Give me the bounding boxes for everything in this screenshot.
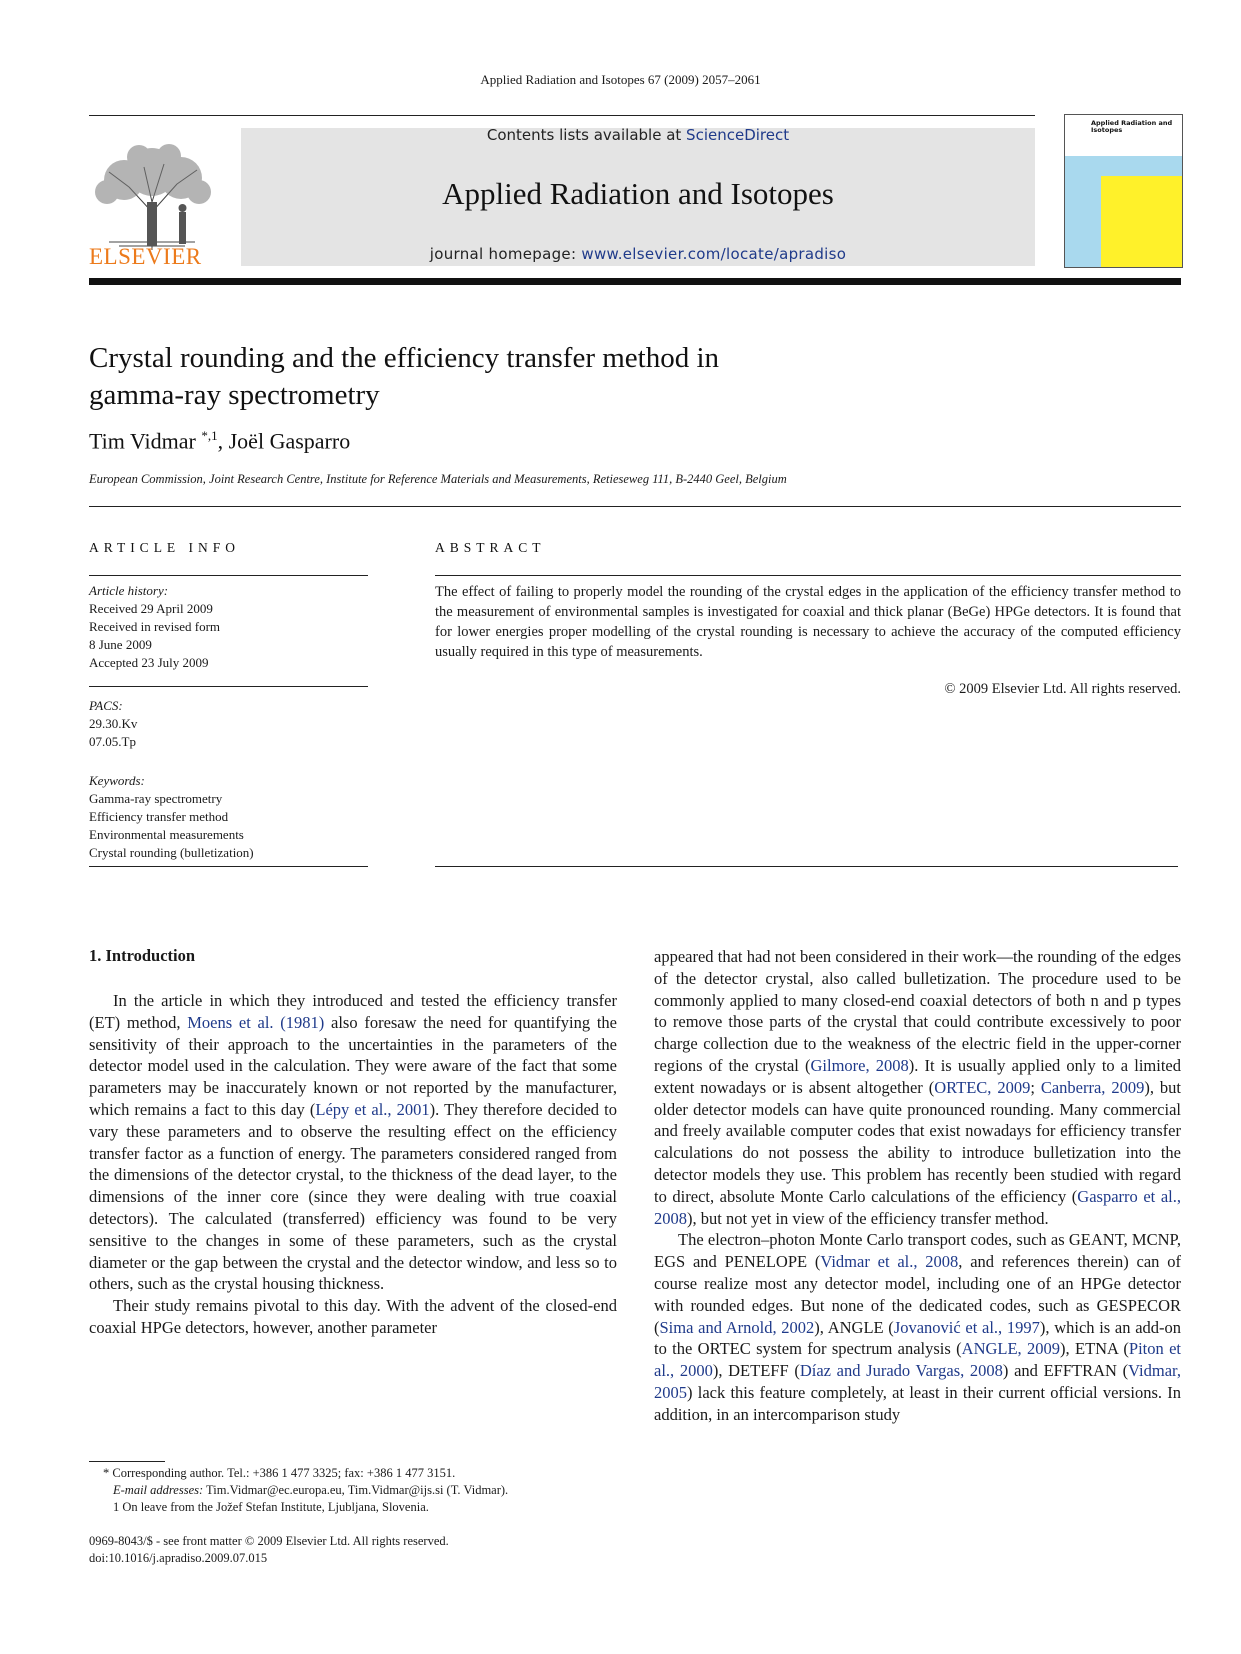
citation-link[interactable]: Lépy et al., 2001 (315, 1099, 430, 1119)
footnote-divider (89, 1461, 165, 1462)
history-item: 8 June 2009 (89, 637, 152, 652)
body-column-left (89, 990, 617, 1339)
citation-link[interactable]: Vidmar, 2005 (654, 1361, 1181, 1402)
title-divider (89, 506, 1181, 507)
cover-title: Applied Radiation and Isotopes (1091, 119, 1173, 134)
abstract-divider-top (435, 575, 1181, 576)
pacs-block (89, 697, 137, 751)
body-column-right (654, 946, 1181, 1426)
section-heading-introduction: 1. Introduction (89, 946, 196, 965)
journal-title: Applied Radiation and Isotopes (442, 176, 834, 211)
author-1[interactable]: Tim Vidmar (89, 428, 196, 454)
article-info-divider-top (89, 575, 368, 576)
keyword: Efficiency transfer method (89, 809, 229, 824)
journal-homepage: journal homepage: www.elsevier.com/locate/apradiso (429, 245, 847, 263)
paragraph: The electron–photon Monte Carlo transport codes, such as GEANT, MCNP, EGS and PENELOPE (Vidmar et al., 2008, and references therein) can of course realize most any detector model, including one of an HPGe detector with rounded edges. But none of the dedicated codes, such as GESPECOR (Sima and Arnold, 2002), ANGLE (Jovanović et al., 1997), which is an add-on to the ORTEC system for spectrum analysis (ANGLE, 2009), ETNA (Piton et al., 2000), DETEFF (Díaz and Jurado Vargas, 2008) and EFFTRAN (Vidmar, 2005) lack this feature completely, at least in their current official versions. In addition, in an intercomparison study (654, 1230, 1182, 1424)
sciencedirect-link[interactable]: ScienceDirect (686, 126, 790, 144)
article-info-heading: ARTICLE INFO (89, 540, 241, 555)
cover-blue-panel (1065, 156, 1101, 267)
keywords-label: Keywords: (89, 773, 145, 788)
keyword: Gamma-ray spectrometry (89, 791, 223, 806)
top-divider (89, 115, 1035, 116)
citation-link[interactable]: Sima and Arnold, 2002 (659, 1317, 815, 1337)
header-thick-divider (89, 278, 1181, 285)
paragraph: appeared that had not been considered in their work—the rounding of the edges of the detector crystal, also called bulletization. The procedure used to be commonly applied to many closed-end coaxial detectors of both n and p types to remove those parts of the crystal that could contribute excessively to poor charge collection due to the weakness of the electric field in the upper-corner regions of the crystal (Gilmore, 2008). It is usually applied only to a limited extent nowadays or is absent altogether (ORTEC, 2009; Canberra, 2009), but older detector models can have quite pronounced rounding. Many commercial and freely available computer codes that exist nowadays for efficiency transfer calculations do not possess the ability to introduce bulletization into the detector models they use. This problem has recently been studied with regard to direct, absolute Monte Carlo calculations of the efficiency (Gasparro et al., 2008), but not yet in view of the efficiency transfer method. (654, 947, 1181, 1228)
paragraph: Their study remains pivotal to this day. With the advent of the closed-end coaxial HPGe detectors, however, another parameter (89, 1296, 617, 1337)
citation-link[interactable]: Vidmar et al., 2008 (820, 1252, 959, 1272)
citation-link[interactable]: Jovanović et al., 1997 (893, 1317, 1040, 1337)
citation-link[interactable]: Gilmore, 2008 (810, 1055, 909, 1075)
contents-availability: Contents lists available at ScienceDirect (486, 126, 790, 144)
abstract-heading: ABSTRACT (435, 540, 546, 555)
history-item: Accepted 23 July 2009 (89, 655, 209, 670)
issn-line: 0969-8043/$ - see front matter © 2009 Elsevier Ltd. All rights reserved. (89, 1534, 449, 1548)
pacs-label: PACS: (89, 698, 123, 713)
publication-meta (89, 1533, 449, 1567)
citation-link[interactable]: ANGLE, 2009 (961, 1339, 1061, 1359)
citation-link[interactable]: Moens et al. (1981) (187, 1012, 325, 1032)
article-title-line-1: Crystal rounding and the efficiency transfer method in (89, 342, 720, 374)
article-info-divider-mid (89, 686, 368, 687)
citation-link[interactable]: ORTEC, 2009 (934, 1077, 1031, 1097)
article-title-line-2: gamma-ray spectrometry (89, 379, 380, 411)
cover-blue-strip (1101, 156, 1182, 176)
article-info-divider-bottom (89, 866, 368, 867)
affiliation: European Commission, Joint Research Centre, Institute for Reference Materials and Measurements, Retieseweg 111, B-2440 Geel, Belgium (89, 472, 787, 486)
cover-yellow-panel (1101, 176, 1182, 267)
keyword: Crystal rounding (bulletization) (89, 845, 254, 860)
abstract-text: The effect of failing to properly model the rounding of the crystal edges in the application of the efficiency transfer method to the measurement of environmental samples is investigated for coaxial and thick planar (BeGe) HPGe detectors. It is found that for lower energies proper modelling of the crystal rounding is necessary to achieve the accuracy of the computed efficiency usually required in this type of measurements. (435, 584, 1181, 660)
author-list (89, 428, 350, 454)
author-1-marks[interactable]: *,1 (201, 428, 218, 443)
journal-reference: Applied Radiation and Isotopes 67 (2009) 2057–2061 (480, 72, 761, 87)
doi-line[interactable]: doi:10.1016/j.apradiso.2009.07.015 (89, 1551, 268, 1565)
article-history (89, 582, 220, 672)
paragraph: In the article in which they introduced and tested the efficiency transfer (ET) method, Moens et al. (1981) also foresaw the need for quantifying the sensitivity of their approach to the uncertainties in the parameters of the detector model used in the calculation. They were aware of the fact that some parameters may be inaccurately known or not reported by the manufacturer, which remains a fact to this day (Lépy et al., 2001). They therefore decided to vary these parameters and to observe the resulting effect on the efficiency transfer factor as a function of energy. The parameters considered ranged from the dimensions of the detector crystal, to the thickness of the dead layer, to the dimensions of the inner core (since they were dealing with true coaxial detectors). The calculated (transferred) efficiency was found to be very sensitive to the changes in some of these parameters, such as the crystal diameter or the gap between the crystal and the detector window, and less so to others, such as the crystal housing thickness. (89, 991, 617, 1294)
journal-cover-thumbnail[interactable] (1064, 114, 1183, 268)
pacs-code: 07.05.Tp (89, 734, 136, 749)
history-item: Received in revised form (89, 619, 221, 634)
citation-link[interactable]: Canberra, 2009 (1040, 1077, 1145, 1097)
footnote-1: 1 On leave from the Jožef Stefan Institute, Ljubljana, Slovenia. (113, 1500, 429, 1514)
citation-link[interactable]: Díaz and Jurado Vargas, 2008 (799, 1361, 1003, 1381)
citation-link[interactable]: Piton et al., 2000 (654, 1339, 1181, 1381)
abstract-divider-bottom (435, 866, 1178, 867)
homepage-link[interactable]: www.elsevier.com/locate/apradiso (581, 245, 847, 263)
history-label: Article history: (89, 583, 169, 598)
pacs-code: 29.30.Kv (89, 716, 138, 731)
citation-link[interactable]: Gasparro et al., 2008 (654, 1186, 1181, 1228)
article-title (89, 340, 849, 414)
footnote-corresponding: * Corresponding author. Tel.: +386 1 477 3325; fax: +386 1 477 3151. (103, 1466, 456, 1480)
history-item: Received 29 April 2009 (89, 601, 213, 616)
keyword: Environmental measurements (89, 827, 244, 842)
keywords-block (89, 772, 254, 862)
elsevier-wordmark: ELSEVIER (89, 244, 202, 269)
footnote-email: E-mail addresses: Tim.Vidmar@ec.europa.eu, Tim.Vidmar@ijs.si (T. Vidmar). (113, 1483, 509, 1497)
author-2: , Joël Gasparro (217, 428, 351, 454)
abstract-copyright: © 2009 Elsevier Ltd. All rights reserved. (944, 681, 1181, 697)
